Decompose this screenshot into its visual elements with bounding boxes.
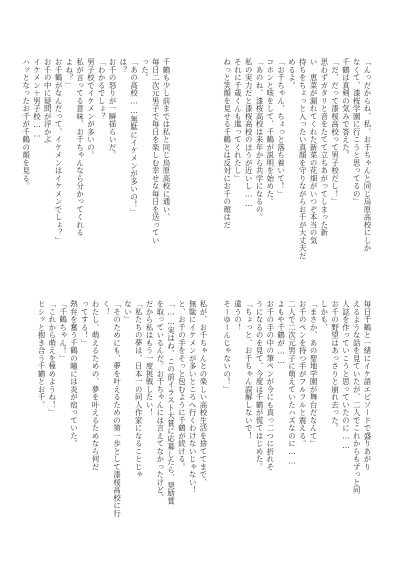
text-line: ねっと笑顔を見せる千鶴とは反対にお千の顔はだ [222, 58, 232, 229]
text-line: ハッとなったお千が千鶴の顔を見る。 [21, 58, 31, 190]
text-block-top-right [182, 58, 372, 294]
text-line: 「んっだからね、私、お千ちゃんと同じ烏原高校にしか [363, 58, 372, 252]
text-line: 私が言ってる意味、お千ちゃんなら分かってくれる [75, 58, 85, 237]
text-line: めるよ。 [287, 58, 297, 89]
text-line: 思わずガタリと音をたてて立ちあがってしまった新 [319, 58, 329, 237]
text-line: お千の中に疑問が浮かぶ [43, 58, 53, 144]
text-line: お千鶴がなんだって、イケメンはイケメンでしょ？」 [54, 58, 64, 244]
text-line: ヒシッと抱き合う千鶴とお千。 [37, 300, 47, 409]
text-line: 毎日二次元男子で毎日を楽しむ幸せな毎日を送ってい [151, 58, 161, 244]
text-line: 「そのためにも、夢を叶えるための第一歩として漆桜高校に行 [112, 300, 122, 517]
text-line: 「これから萌えを極めようね！」 [47, 300, 57, 417]
text-line: お千の野望はあっさりと崩れ去った。 [330, 300, 340, 432]
text-line: 毎日千鶴と一緒にイケ語エピソードで盛りあがり [363, 300, 372, 471]
text-line: 無駄にイケメンが多いところへ行くわけないじゃない！ [188, 300, 198, 494]
text-line: を取っているんだ。お千ちゃんには言えてなかったけど、 [155, 300, 165, 502]
text-line: それに千歳くんも進ってくれたし」 [233, 58, 243, 182]
text-line: 「お千ちゃん、ちょっと落ち着いて！」 [276, 58, 286, 198]
text-line: うになるのを見て、今度は千鶴が慌てはじめた。 [255, 300, 265, 471]
text-line: 千鶴も少し前までは私と同じ烏原高校に通い、 [162, 58, 171, 221]
text-block-top-left [21, 58, 171, 294]
text-line: よもや千鶴が…… [276, 300, 286, 366]
text-line: よね？」 [64, 58, 74, 89]
text-line: 違うの！ [233, 300, 243, 331]
text-line: 「ちょっと、お千ちゃん誤解しないで！ [244, 300, 254, 440]
text-line: ない」 [123, 300, 133, 324]
text-line: お千の怒りが一瞬揺らいだ。 [108, 58, 118, 159]
text-line: なくて、漆桜学園に行こうと思ってるの」 [352, 58, 362, 206]
text-line: コホンと咳をして、千鶴が説明を始めた。 [265, 58, 275, 206]
text-line: 私が、お千ちゃんとの楽しい高校生活を捨ててまで、 [199, 300, 208, 486]
text-line: 二人で二次元男子に萌えていたハズなのに…… [287, 300, 297, 466]
text-line: 私の実力だと漆桜高校のほうが近いし…… [244, 58, 254, 209]
text-line: 「あの高校……無駄にイケメンが多いの！」 [129, 58, 139, 217]
text-line: 「あのね、漆桜高校は来年から共学になるの。 [255, 58, 265, 221]
text-line: だから私はもう一度挑戦したい！ [145, 300, 155, 417]
text-line: った。 [140, 58, 150, 82]
text-line: 千鶴は真剣の気みで答えた。 [341, 58, 351, 159]
text-block-bottom-right [222, 300, 372, 536]
text-line: 「……実はね、この前イラスト大賞に応募したら、奨励賞 [166, 300, 176, 505]
text-line: 「まさか、あの聖地学園が舞台だなんて」 [309, 300, 319, 448]
text-line: は？ [118, 58, 128, 74]
text-line: 「だ、だって漆桜高校って男子校だし！」 [330, 58, 340, 206]
text-line: そーゆーんじゃないの！」 [222, 300, 232, 393]
text-line: く！ [101, 300, 111, 316]
text-line: 「わかるでしょ？ [97, 58, 107, 120]
text-block-bottom-left [36, 300, 208, 536]
text-line: い 恵菜が漏れてくれた新菜の花畑がいつぞ本当の気 [309, 58, 319, 244]
text-line: と、お千の手をそっと包むように千鶴が続ける。 [177, 300, 187, 471]
text-line: しかも、 [319, 300, 329, 331]
text-line: 「千鶴ちゃん！」 [58, 300, 68, 362]
text-line: わたし、萌えるための、夢を叶えるためなら何だ [91, 300, 101, 471]
text-line: 「私たちの夢は、日本一の同人作家になることじゃ [134, 300, 144, 479]
text-line: 男子校でイケメンが多いの。 [86, 58, 96, 159]
text-line: えるような話を見ていたが、二人でこれからもずっと同 [352, 300, 362, 494]
text-line: 持ちをちょっと入ったい真顔を守りながらお千が大丈夫だ [298, 58, 308, 260]
text-line: 人誌を作っていこうと思っていたのに…… [341, 300, 351, 451]
text-line: イケメン＋男子校…… [32, 58, 42, 139]
text-line: 熱弁を奮う千鶴の瞳には炎が宿っていた。 [69, 300, 79, 448]
text-line: ってする！」 [80, 300, 90, 347]
text-line: お千の手の中の筆ペンが今にも真っ二つに折れそ [265, 300, 275, 471]
text-line: お千のペンを持つ手がフルフルと震える。 [298, 300, 308, 448]
